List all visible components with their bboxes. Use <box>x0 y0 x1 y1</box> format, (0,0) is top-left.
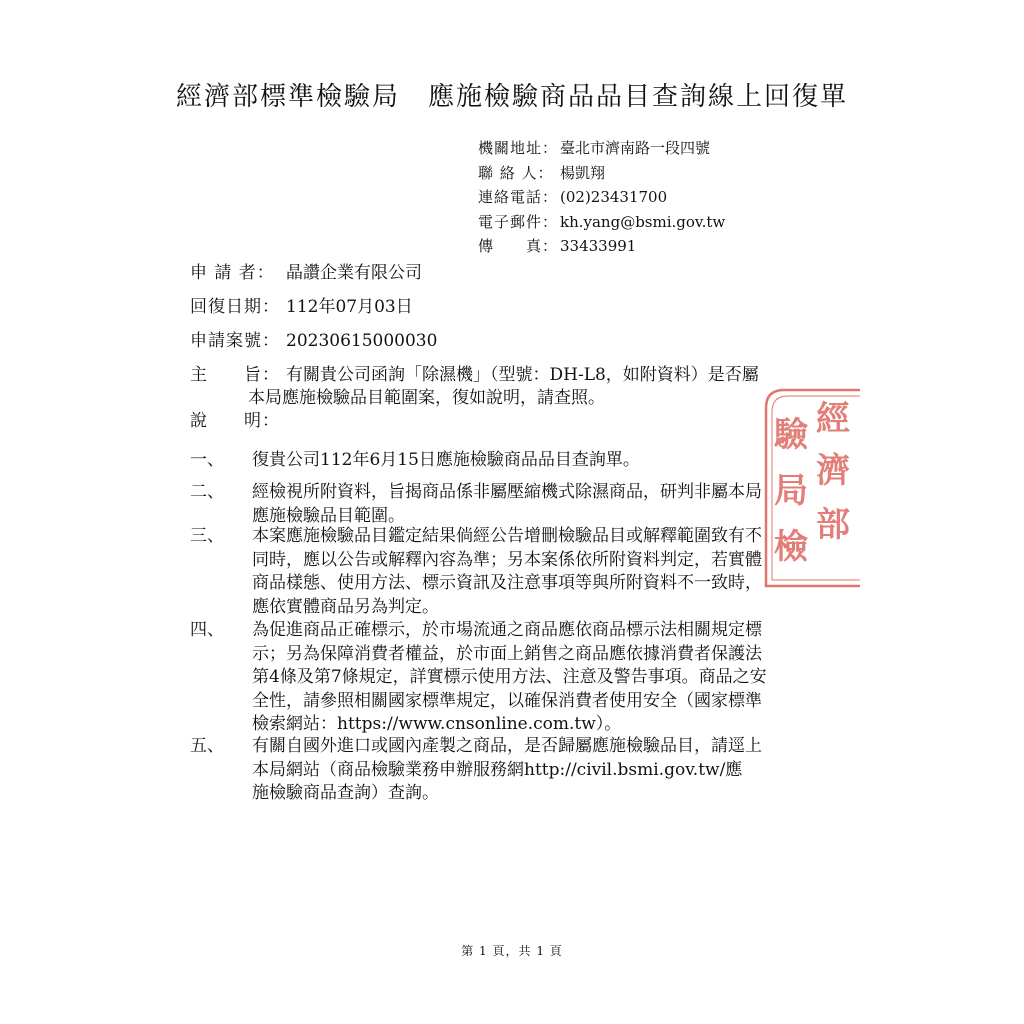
agency-name: 經濟部標準檢驗局 <box>175 82 400 112</box>
item-line: 本局網站（商品檢驗業務申辦服務網http://civil.bsmi.gov.tw/應 <box>252 759 743 780</box>
item-number: 二、 <box>190 482 224 502</box>
contact-phone-label: 連絡電話： <box>478 188 559 206</box>
item-body <box>252 449 842 473</box>
item-number: 三、 <box>190 526 224 546</box>
form-title: 應施檢驗商品品目查詢線上回復單 <box>428 82 849 112</box>
item-body <box>252 481 842 528</box>
contact-address <box>478 136 725 161</box>
official-seal-stamp <box>760 376 860 606</box>
item-line: 為促進商品正確標示，於市場流通之商品應依商品標示法相關規定標 <box>252 620 762 640</box>
contact-fax-value: 33433991 <box>560 237 637 255</box>
subject-line-2: 本局應施檢驗品目範圍案，復如說明，請查照。 <box>248 388 605 408</box>
svg-text:局: 局 <box>774 471 808 511</box>
explanation-label: 說 明： <box>190 411 280 431</box>
item-line: 同時，應以公告或解釋內容為準；另本案係依所附資料判定，若實體 <box>252 549 762 570</box>
item-line: 全性，請參照相關國家標準規定，以確保消費者使用安全（國家標準 <box>252 690 762 711</box>
contact-address-value: 臺北市濟南路一段四號 <box>560 139 711 157</box>
contact-phone <box>478 185 725 210</box>
case-number-label: 申請案號： <box>190 331 280 351</box>
item-line: 復貴公司112年6月15日應施檢驗商品品目查詢單。 <box>252 450 640 470</box>
contact-email-value: kh.yang@bsmi.gov.tw <box>560 212 726 231</box>
item-line: 施檢驗商品查詢）查詢。 <box>252 783 439 803</box>
item-number: 四、 <box>190 620 224 640</box>
contact-address-label: 機關地址： <box>478 139 559 157</box>
contact-person-value: 楊凱翔 <box>560 163 606 182</box>
contact-block <box>478 136 725 259</box>
item-line: 檢索網站：https://www.cnsonline.com.tw）。 <box>252 714 622 734</box>
reply-date-value: 112年07月03日 <box>286 297 413 317</box>
item-number: 一、 <box>190 450 224 470</box>
contact-email-label: 電子郵件： <box>478 212 559 231</box>
item-line: 第4條及第7條規定，詳實標示使用方法、注意及警告事項。商品之安 <box>252 667 767 687</box>
contact-email <box>478 210 725 235</box>
item-body <box>252 735 842 806</box>
item-line: 應依實體商品另為判定。 <box>252 596 439 617</box>
applicant-value: 晶讚企業有限公司 <box>286 263 422 283</box>
item-line: 示；另為保障消費者權益，於市面上銷售之商品應依據消費者保護法 <box>252 643 762 664</box>
svg-text:濟: 濟 <box>816 451 850 491</box>
contact-person <box>478 161 725 186</box>
case-number-value: 20230615000030 <box>286 331 438 351</box>
item-line: 本案應施檢驗品目鑑定結果倘經公告增刪檢驗品目或解釋範圍致有不 <box>252 526 762 546</box>
item-line: 應施檢驗品目範圍。 <box>252 505 405 526</box>
applicant-row <box>190 262 422 284</box>
svg-text:經: 經 <box>816 399 850 439</box>
contact-phone-value: (02)23431700 <box>560 188 668 206</box>
svg-text:檢: 檢 <box>774 527 808 567</box>
item-line: 有關自國外進口或國內產製之商品，是否歸屬應施檢驗品目，請逕上 <box>252 736 762 756</box>
reply-date-row <box>190 296 413 318</box>
page-footer: 第 1 頁，共 1 頁 <box>461 944 563 958</box>
subject-line-1: 有關貴公司函詢「除濕機」（型號：DH-L8，如附資料）是否屬 <box>286 365 759 385</box>
contact-fax <box>478 234 725 259</box>
applicant-label: 申 請 者： <box>190 263 275 283</box>
item-body <box>252 619 842 737</box>
subject-label: 主 旨： <box>190 365 280 385</box>
page-title <box>160 76 864 113</box>
item-number: 五、 <box>190 736 224 756</box>
svg-text:部: 部 <box>816 505 850 545</box>
item-line: 商品樣態、使用方法、標示資訊及注意事項等與所附資料不一致時， <box>252 573 762 593</box>
contact-fax-label: 傳 真： <box>478 237 559 255</box>
item-line: 經檢視所附資料，旨揭商品係非屬壓縮機式除濕商品，研判非屬本局 <box>252 482 762 502</box>
item-body <box>252 525 842 619</box>
svg-text:驗: 驗 <box>774 415 808 455</box>
case-number-row <box>190 330 437 352</box>
contact-person-label: 聯 絡 人： <box>478 163 554 182</box>
reply-date-label: 回復日期： <box>190 297 280 317</box>
